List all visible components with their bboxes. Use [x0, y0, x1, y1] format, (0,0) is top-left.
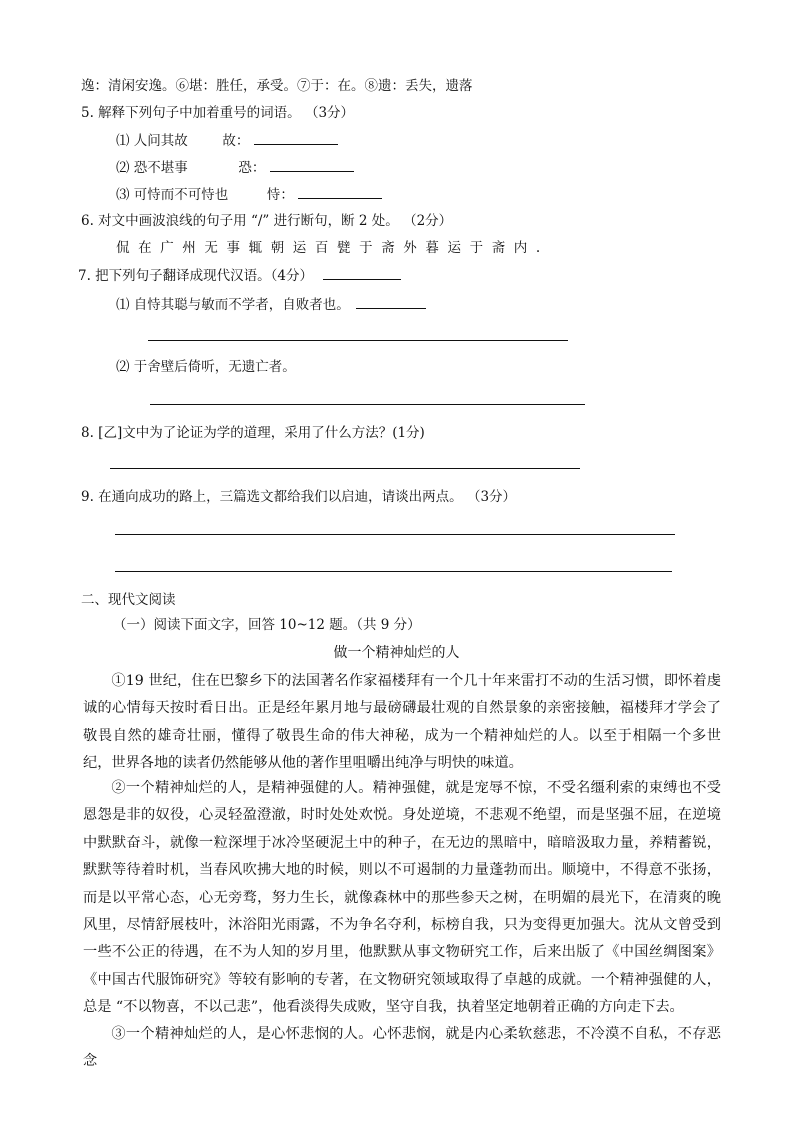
q5-sentence-3: ⑶ 可恃而不可恃也 — [116, 187, 229, 203]
q5-sentence-1: ⑴ 人问其故 — [116, 133, 188, 149]
q7-blank-1a[interactable] — [356, 294, 426, 309]
q8-prompt: 8. [乙]文中为了论证为学的道理，采用了什么方法？(1分) — [81, 425, 425, 441]
q7-prompt: 7. 把下列句子翻译成现代汉语。（4分） — [78, 268, 314, 284]
q7-answer-line-2[interactable] — [150, 404, 585, 405]
q5-prompt: 5. 解释下列句子中加着重号的词语。 （3分） — [81, 105, 355, 121]
article-title: 做一个精神灿烂的人 — [333, 645, 460, 661]
gloss-line: 逸：清闲安逸。⑥堪：胜任，承受。⑦于：在。⑧遗：丢失，遗落 — [81, 78, 473, 94]
q5-item-3 — [116, 184, 382, 205]
q7-sentence-1: ⑴ 自恃其聪与敏而不学者，自败者也。 — [116, 297, 350, 313]
q5-word-1: 故： — [222, 133, 250, 149]
q9-answer-line-2[interactable] — [115, 571, 672, 572]
q7-score-blank[interactable] — [323, 265, 401, 280]
q5-word-3: 恃： — [266, 187, 294, 203]
q5-sentence-2: ⑵ 恐不堪事 — [116, 160, 188, 176]
q7-line — [78, 265, 401, 286]
q5-answer-blank-2[interactable] — [270, 157, 354, 172]
article-paragraph-2: ②一个精神灿烂的人，是精神强健的人。精神强健，就是宠辱不惊，不受名缰利索的束缚也不受恩怨是非的奴役，心灵轻盈澄澈，时时处处欢悦。身处逆境，不悲观不绝望，而是坚强不屈，在逆境中默默奋斗，就像一粒深埋于冰冷坚硬泥土中的种子，在无边的黑暗中，暗暗汲取力量，养精蓄锐，默默等待着时机，当春风吹拂大地的时候，则以不可遏制的力量蓬勃而出。顺境中，不得意不张扬，而是以平常心态，心无旁骛，努力生长，就像森林中的那些参天之树，在明媚的晨光下，在清爽的晚风里，尽情舒展枝叶，沐浴阳光雨露，不为争名夺利，标榜自我，只为变得更加强大。沈从文曾受到一些不公正的待遇，在不为人知的岁月里，他默默从事文物研究工作，后来出版了《中国丝绸图案》《中国古代服饰研究》等较有影响的专著，在文物研究领域取得了卓越的成就。一个精神强健的人，总是 “不以物喜，不以己悲”，他看淡得失成败，坚守自我，执着坚定地朝着正确的方向走下去。 — [83, 780, 721, 1016]
q5-item-1 — [116, 130, 338, 151]
q5-answer-blank-1[interactable] — [254, 130, 338, 145]
q6-sentence: 侃在广州无事辄朝运百甓于斋外暮运于斋内. — [116, 240, 549, 256]
section2-sub: （一）阅读下面文字，回答 10~12 题。（共 9 分） — [113, 617, 421, 633]
q7-answer-line-1[interactable] — [148, 340, 568, 341]
q7-sentence-2: ⑵ 于舍壁后倚听，无遗亡者。 — [116, 359, 296, 375]
q7-item-1 — [116, 294, 426, 315]
q9-prompt: 9. 在通向成功的路上，三篇选文都给我们以启迪，请谈出两点。 （3分） — [81, 489, 517, 505]
q5-answer-blank-3[interactable] — [298, 184, 382, 199]
q6-prompt: 6. 对文中画波浪线的句子用 “/” 进行断句，断 2 处。 （2分） — [81, 213, 453, 229]
q8-answer-line[interactable] — [110, 468, 580, 469]
q9-answer-line-1[interactable] — [115, 534, 675, 535]
q5-item-2 — [116, 157, 354, 178]
article-paragraph-1: ①19 世纪，住在巴黎乡下的法国著名作家福楼拜有一个几十年来雷打不动的生活习惯，即怀着虔诚的心情每天按时看日出。正是经年累月地与最磅礴最壮观的自然景象的亲密接触，福楼拜才学会了敬畏自然的雄奇壮丽，懂得了敬畏生命的伟大神秘，成为一个精神灿烂的人。以至于相隔一个多世纪，世界各地的读者仍然能够从他的著作里咀嚼出纯净与明快的味道。 — [83, 673, 721, 772]
article-paragraph-3: ③一个精神灿烂的人，是心怀悲悯的人。心怀悲悯，就是内心柔软慈悲，不冷漠不自私，不存恶念 — [83, 1026, 721, 1070]
q5-word-2: 恐： — [238, 160, 266, 176]
section2-heading: 二、现代文阅读 — [81, 592, 176, 608]
